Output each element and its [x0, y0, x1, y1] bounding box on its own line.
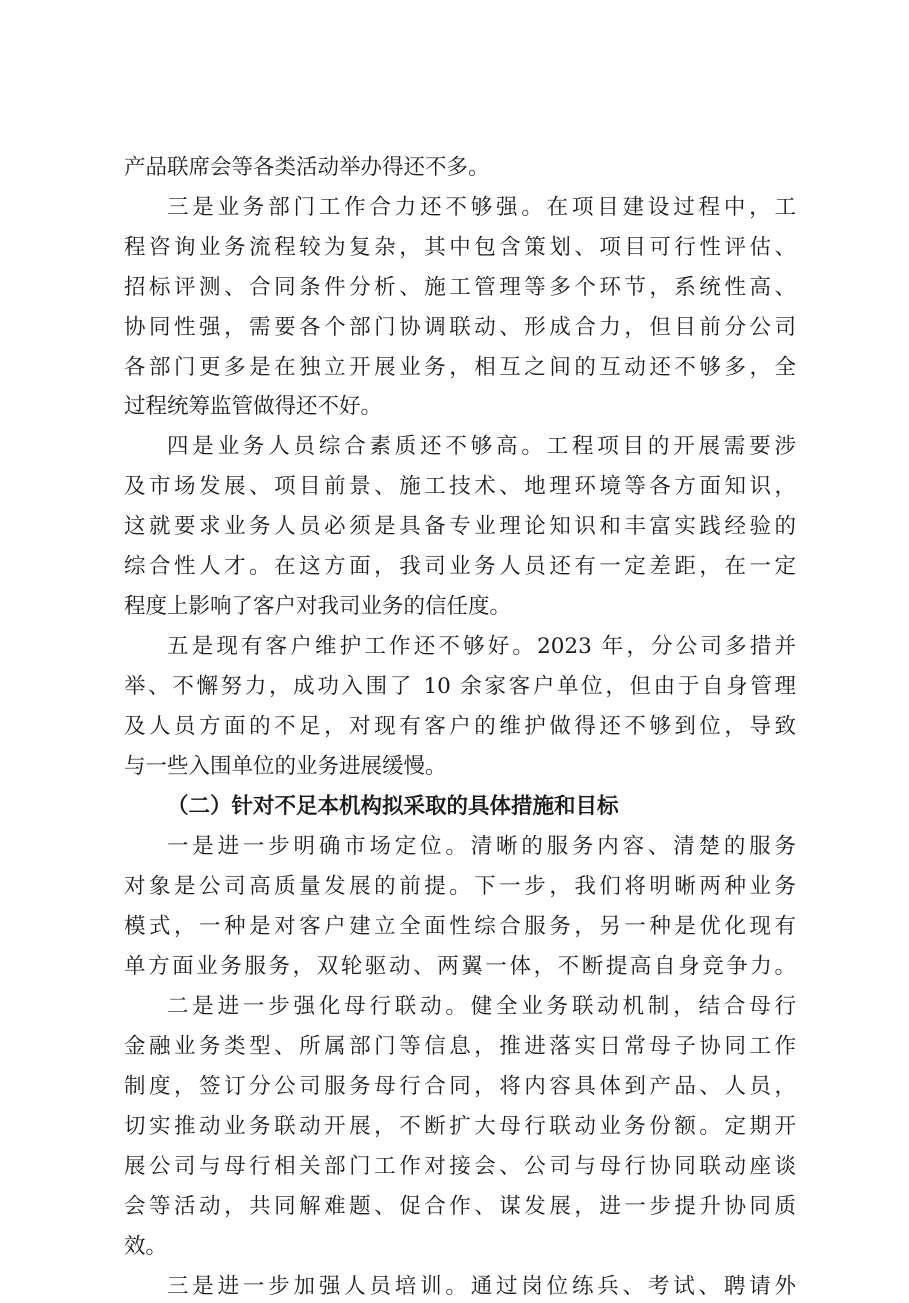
text-line: 产品联席会等各类活动举办得还不多。	[124, 155, 490, 180]
text-line: 三是进一步加强人员培训。通过岗位练兵、考试、聘请外	[167, 1274, 796, 1299]
text-line: 金融业务类型、所属部门等信息，推进落实日常母子协同工作	[124, 1034, 796, 1059]
text-line: 单方面业务服务，双轮驱动、两翼一体，不断提高自身竞争力。	[124, 954, 796, 979]
text-line: 程咨询业务流程较为复杂，其中包含策划、项目可行性评估、	[124, 235, 796, 260]
text-line: 这就要求业务人员必须是具备专业理论知识和丰富实践经验的	[124, 514, 796, 539]
text-line: 会等活动，共同解难题、促合作、谋发展，进一步提升协同质	[124, 1194, 796, 1219]
text-line: 效。	[124, 1234, 168, 1259]
text-line: 一是进一步明确市场定位。清晰的服务内容、清楚的服务	[167, 834, 796, 859]
text-line: 与一些入围单位的业务进展缓慢。	[124, 754, 447, 779]
text-line: 各部门更多是在独立开展业务，相互之间的互动还不够多，全	[124, 355, 796, 380]
text-line: 过程统筹监管做得还不好。	[124, 394, 383, 419]
text-line: 综合性人才。在这方面，我司业务人员还有一定差距，在一定	[124, 554, 796, 579]
text-line: 制度，签订分公司服务母行合同，将内容具体到产品、人员，	[124, 1074, 796, 1099]
text-line: 及市场发展、项目前景、施工技术、地理环境等各方面知识，	[124, 474, 796, 499]
text-line: 五是现有客户维护工作还不够好。2023 年，分公司多措并	[167, 634, 796, 659]
text-line: 对象是公司高质量发展的前提。下一步，我们将明晰两种业务	[124, 874, 796, 899]
text-line: 模式，一种是对客户建立全面性综合服务，另一种是优化现有	[124, 914, 796, 939]
text-line: 切实推动业务联动开展，不断扩大母行联动业务份额。定期开	[124, 1114, 796, 1139]
text-line: 举、不懈努力，成功入围了 10 余家客户单位，但由于自身管理	[124, 674, 796, 699]
text-line: 二是进一步强化母行联动。健全业务联动机制，结合母行	[167, 994, 796, 1019]
text-line: 四是业务人员综合素质还不够高。工程项目的开展需要涉	[167, 434, 796, 459]
text-line: 招标评测、合同条件分析、施工管理等多个环节，系统性高、	[124, 275, 796, 300]
section-heading: （二）针对不足本机构拟采取的具体措施和目标	[167, 794, 619, 819]
text-line: 及人员方面的不足，对现有客户的维护做得还不够到位，导致	[124, 714, 796, 739]
text-line: 协同性强，需要各个部门协调联动、形成合力，但目前分公司	[124, 315, 796, 340]
text-line: 展公司与母行相关部门工作对接会、公司与母行协同联动座谈	[124, 1154, 796, 1179]
text-line: 三是业务部门工作合力还不够强。在项目建设过程中，工	[167, 195, 796, 220]
text-line: 程度上影响了客户对我司业务的信任度。	[124, 594, 512, 619]
